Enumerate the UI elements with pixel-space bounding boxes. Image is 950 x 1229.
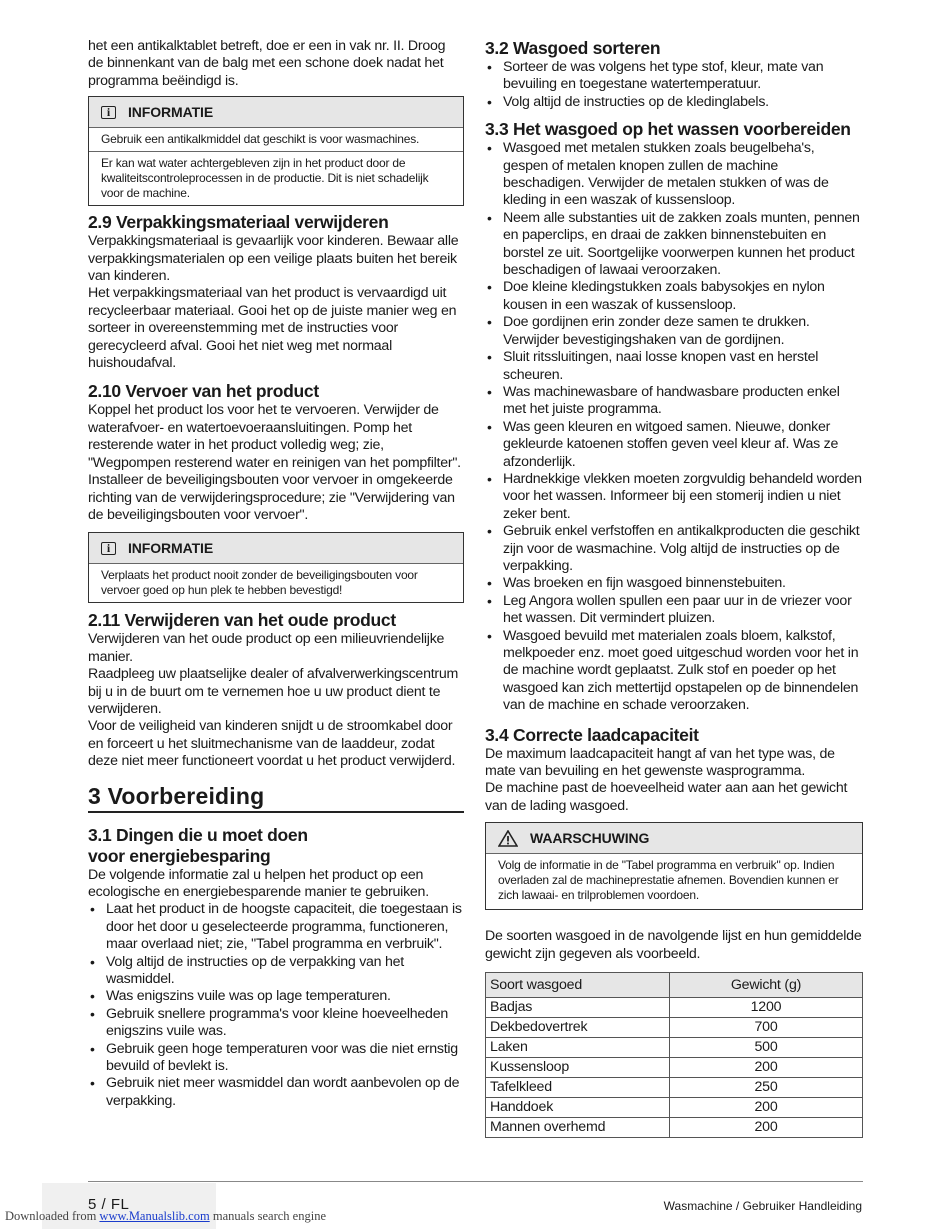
column-header: Soort wasgoed	[486, 973, 670, 998]
info-box-title: INFORMATIE	[128, 104, 214, 121]
table-cell: Kussensloop	[486, 1058, 670, 1078]
table-cell: Laken	[486, 1038, 670, 1058]
table-cell: 200	[670, 1118, 863, 1138]
table-cell: 500	[670, 1038, 863, 1058]
info-box-header	[89, 97, 463, 128]
list-item: • Was enigszins vuile was op lage temperaturen.	[88, 988, 464, 1005]
table-cell: Mannen overhemd	[486, 1118, 670, 1138]
paragraph: Voor de veiligheid van kinderen snijdt u de stroomkabel door en forceert u het sluitmechanisme van de laaddeur, zodat deze niet meer functioneert voordat u het product verwijderd.	[88, 718, 456, 770]
list-item: • Gebruik snellere programma's voor kleine hoeveelheden enigszins vuile was.	[88, 1006, 464, 1041]
list-item: • Was geen kleuren en witgoed samen. Nieuwe, donker gekleurde katoenen stoffen geven veel kleur af. Was ze afzonderlijk.	[485, 419, 863, 471]
section-title-2-10: 2.10 Vervoer van het product	[88, 381, 319, 402]
paragraph: De machine past de hoeveelheid water aan aan het gewicht van de lading wasgoed.	[485, 780, 848, 814]
info-box-title: INFORMATIE	[128, 540, 214, 557]
bullet-list	[88, 901, 464, 1110]
table-intro: De soorten wasgoed in de navolgende lijst en hun gemiddelde gewicht zijn gegeven als voorbeeld.	[485, 928, 862, 962]
table-cell: Handdoek	[486, 1098, 670, 1118]
section-title-3-4: 3.4 Correcte laadcapaciteit	[485, 724, 699, 745]
table-cell: 250	[670, 1078, 863, 1098]
section-title-3-3: 3.3 Het wasgoed op het wassen voorbereiden	[485, 119, 851, 140]
table-row	[486, 1038, 863, 1058]
left-column	[88, 38, 464, 1110]
warning-icon	[498, 830, 518, 847]
table-cell: 200	[670, 1058, 863, 1078]
table-cell: Badjas	[486, 998, 670, 1018]
list-item: • Doe kleine kledingstukken zoals babysokjes en nylon kousen in een waszak of kussensloop.	[485, 279, 863, 314]
page-number: 5 / FL	[88, 1196, 130, 1213]
table-row	[486, 1018, 863, 1038]
info-box-2	[88, 532, 464, 603]
table-cell: Dekbedovertrek	[486, 1018, 670, 1038]
warning-box-title: WAARSCHUWING	[530, 830, 650, 847]
list-item: • Laat het product in de hoogste capaciteit, die toegestaan is door het door u geselecteerde programma, functioneren, maar overlaad niet; zie, "Tabel programma en verbruik".	[88, 901, 464, 953]
warning-box-header	[486, 823, 862, 854]
footer-title: Wasmachine / Gebruiker Handleiding	[663, 1199, 862, 1213]
bullet-list	[485, 140, 863, 714]
table-cell: 700	[670, 1018, 863, 1038]
list-item: • Wasgoed met metalen stukken zoals beugelbeha's, gespen of metalen knopen zullen de machine beschadigen. Verwijder de metalen stukken of was de kleding in een waszak of kussensloop.	[485, 140, 863, 210]
section-title-2-9: 2.9 Verpakkingsmateriaal verwijderen	[88, 212, 389, 233]
bullet-list	[485, 59, 863, 111]
list-item: • Sorteer de was volgens het type stof, kleur, mate van bevuiling en toegestane watertemperatuur.	[485, 59, 863, 94]
paragraph: Verwijderen van het oude product op een milieuvriendelijke manier.	[88, 631, 445, 665]
column-header: Gewicht (g)	[670, 973, 863, 998]
table-row	[486, 1098, 863, 1118]
table-row	[486, 1078, 863, 1098]
manualslib-link[interactable]: www.Manualslib.com	[99, 1209, 210, 1223]
info-box-row: Verplaats het product nooit zonder de beveiligingsbouten voor vervoer goed op hun plek te hebben bevestigd!	[101, 568, 418, 598]
chapter-title: 3 Voorbereiding	[88, 782, 464, 813]
download-suffix: manuals search engine	[209, 1209, 326, 1223]
list-item: • Wasgoed bevuild met materialen zoals bloem, kalkstof, melkpoeder enz. moet goed uitgeschud worden voor het in de machine wordt geplaatst. Zulk stof en poeder op het wasgoed kan zich mettertijd opstapelen op de binnendelen van de machine en schade veroorzaken.	[485, 628, 863, 715]
paragraph: Verpakkingsmateriaal is gevaarlijk voor kinderen. Bewaar alle verpakkingsmaterialen op een veilige plaats buiten het bereik van kinderen.	[88, 233, 459, 285]
warning-box	[485, 822, 863, 910]
table-row	[486, 1118, 863, 1138]
section-title-3-2: 3.2 Wasgoed sorteren	[485, 38, 661, 58]
paragraph: Het verpakkingsmateriaal van het product is vervaardigd uit recycleerbaar materiaal. Gooi het op de juiste manier weg en sorteer in overeenstemming met de instructies voor gerecycleerd afval. Gooi het niet weg met normaal huishoudafval.	[88, 285, 457, 372]
list-item: • Doe gordijnen erin zonder deze samen te drukken. Verwijder bevestigingshaken van de gordijnen.	[485, 314, 863, 349]
list-item: • Was broeken en fijn wasgoed binnenstebuiten.	[485, 575, 863, 592]
paragraph: Koppel het product los voor het te vervoeren. Verwijder de waterafvoer- en watertoevoeraansluitingen. Pomp het resterende water in het product volledig weg; zie, "Wegpompen resterend water en reinigen van het pompfilter". Installeer de beveiligingsbouten voor vervoer in omgekeerde richting van de verwijderingsprocedure; zie "Verwijdering van de beveiligingsbouten voor vervoer".	[88, 402, 461, 523]
paragraph: Raadpleeg uw plaatselijke dealer of afvalverwerkingscentrum bij u in de buurt om te vernemen hoe u uw product dient te verwijderen.	[88, 666, 459, 717]
paragraph: De volgende informatie zal u helpen het product op een ecologische en energiebesparende manier te gebruiken.	[88, 866, 429, 900]
info-box-header	[89, 533, 463, 564]
section-title-2-11: 2.11 Verwijderen van het oude product	[88, 610, 396, 631]
info-icon: i	[101, 542, 116, 555]
paragraph: De maximum laadcapaciteit hangt af van het type was, de mate van bevuiling en het gewenste wasprogramma.	[485, 745, 835, 780]
section-title-3-1-line2: voor energiebesparing	[88, 845, 271, 866]
table-cell: 200	[670, 1098, 863, 1118]
list-item: • Neem alle substanties uit de zakken zoals munten, pennen en paperclips, en draai de zakken binnenstebuiten en borstel ze uit. Soortgelijke voorwerpen kunnen het product beschadigen of lawaai veroorzaken.	[485, 210, 863, 280]
info-box-row: Er kan wat water achtergebleven zijn in het product door de kwaliteitscontroleprocessen in de productie. Dit is niet schadelijk voor de machine.	[89, 151, 463, 205]
info-box-row: Gebruik een antikalkmiddel dat geschikt is voor wasmachines.	[101, 132, 420, 147]
warning-box-text: Volg de informatie in de "Tabel programma en verbruik" op. Indien overladen zal de machineprestatie afnemen. Bovendien kunnen er zich lawaai- en trilproblemen voordoen.	[498, 858, 839, 903]
list-item: • Gebruik enkel verfstoffen en antikalkproducten die geschikt zijn voor de wasmachine. Volg altijd de instructies op de verpakking.	[485, 523, 863, 575]
table-header-row	[486, 973, 863, 998]
list-item: • Was machinewasbare of handwasbare producten enkel met het juiste programma.	[485, 384, 863, 419]
list-item: • Gebruik niet meer wasmiddel dan wordt aanbevolen op de verpakking.	[88, 1075, 464, 1110]
info-icon: i	[101, 106, 116, 119]
table-row	[486, 1058, 863, 1078]
laundry-weight-table	[485, 972, 863, 1138]
table-cell: 1200	[670, 998, 863, 1018]
table-cell: Tafelkleed	[486, 1078, 670, 1098]
list-item: • Volg altijd de instructies op de verpakking van het wasmiddel.	[88, 954, 464, 989]
info-box-1	[88, 96, 464, 206]
list-item: • Leg Angora wollen spullen een paar uur in de vriezer voor het wassen. Dit vermindert pluizen.	[485, 593, 863, 628]
download-note	[5, 1209, 326, 1224]
section-title-3-1-line1: 3.1 Dingen die u moet doen	[88, 824, 308, 845]
intro-paragraph: het een antikalktablet betreft, doe er een in vak nr. II. Droog de binnenkant van de balg met een schone doek nadat het programma beëindigd is.	[88, 38, 446, 89]
right-column	[485, 38, 863, 1138]
list-item: • Gebruik geen hoge temperaturen voor was die niet ernstig bevuild of bevlekt is.	[88, 1041, 464, 1076]
list-item: • Volg altijd de instructies op de kledinglabels.	[485, 94, 863, 111]
list-item: • Hardnekkige vlekken moeten zorgvuldig behandeld worden voor het wassen. Informeer bij een stomerij indien u niet zeker bent.	[485, 471, 863, 523]
table-row	[486, 998, 863, 1018]
list-item: • Sluit ritssluitingen, naai losse knopen vast en herstel scheuren.	[485, 349, 863, 384]
download-prefix: Downloaded from	[5, 1209, 97, 1223]
footer-divider	[88, 1181, 863, 1182]
